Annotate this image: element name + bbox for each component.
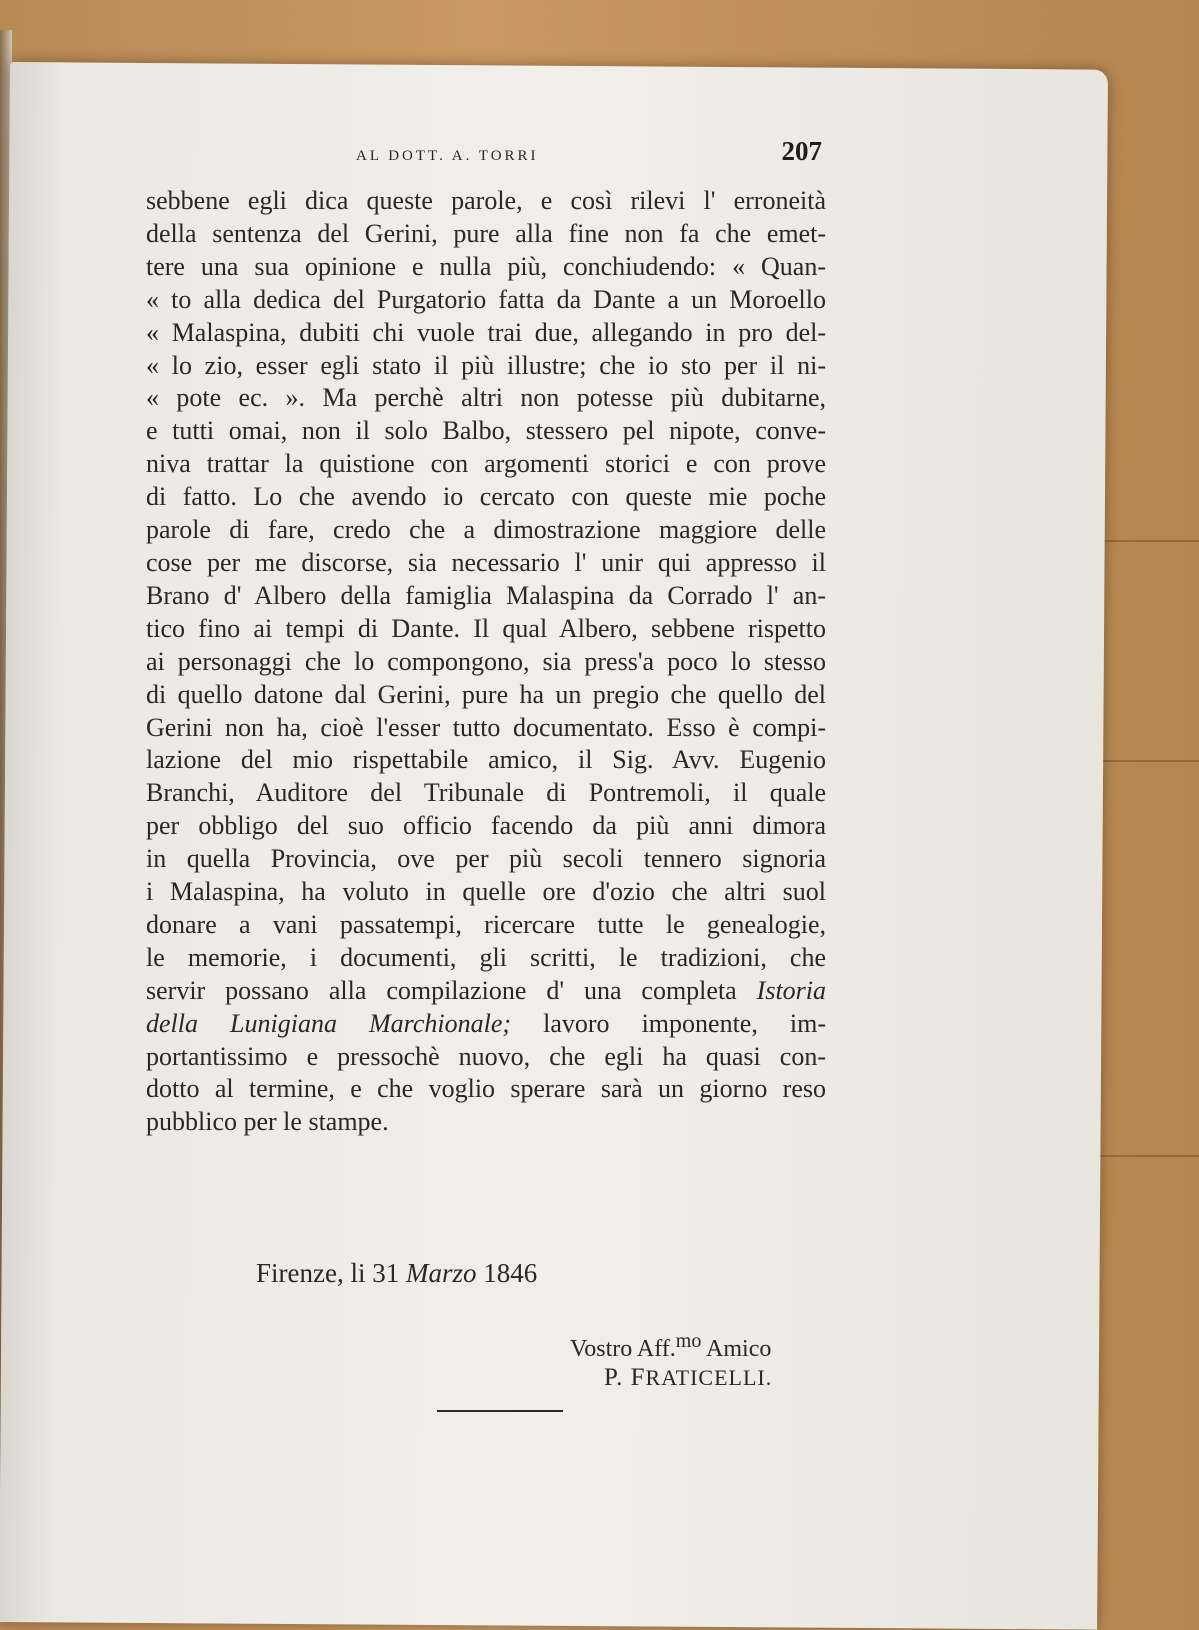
date-month: Marzo <box>405 1258 477 1288</box>
text-line: niva trattar la quistione con argomenti storici e con prove <box>146 449 826 479</box>
dateline <box>256 1258 537 1289</box>
italic-title: della Lunigiana Marchionale; <box>146 1008 512 1038</box>
text-line: di fatto. Lo che avendo io cercato con queste mie poche <box>146 482 826 512</box>
signature <box>604 1364 772 1392</box>
end-rule <box>437 1410 563 1412</box>
text-line: Brano d' Albero della famiglia Malaspina da Corrado l' an- <box>146 580 826 610</box>
text-line: ai personaggi che lo compongono, sia press'a poco lo stesso <box>146 646 826 676</box>
italic-title: Istoria <box>756 975 827 1005</box>
text-line: « to alla dedica del Purgatorio fatta da Dante a un Moroello <box>146 284 826 314</box>
text-line: tico fino ai tempi di Dante. Il qual Albero, sebbene rispetto <box>146 613 826 643</box>
text-line: i Malaspina, ha voluto in quelle ore d'ozio che altri suol <box>146 877 826 907</box>
closing-suffix: Amico <box>706 1336 772 1362</box>
text-segment: lavoro imponente, im- <box>543 1008 826 1038</box>
text-segment: servir possano alla compilazione d' una completa <box>146 975 737 1005</box>
text-line: di quello datone dal Gerini, pure ha un pregio che quello del <box>146 679 826 709</box>
text-line: Branchi, Auditore del Tribunale di Pontremoli, il quale <box>146 778 826 808</box>
text-line: Gerini non ha, cioè l'esser tutto documentato. Esso è compi- <box>146 712 826 742</box>
text-line: portantissimo e pressochè nuovo, che egli ha quasi con- <box>146 1041 826 1071</box>
body-text <box>146 185 826 1139</box>
date-place: Firenze, li 31 <box>256 1258 400 1288</box>
running-title: AL DOTT. A. TORRI <box>356 148 539 164</box>
text-line: « lo zio, esser egli stato il più illustre; che io sto per il ni- <box>146 350 826 380</box>
text-line: « pote ec. ». Ma perchè altri non potesse più dubitarne, <box>146 383 826 413</box>
closing-superscript: mo <box>675 1330 702 1352</box>
text-line: dotto al termine, e che voglio sperare sarà un giorno reso <box>146 1074 826 1104</box>
signature-rest: RATICELLI. <box>645 1365 773 1390</box>
signature-initial: P. F <box>604 1364 646 1391</box>
text-line: donare a vani passatempi, ricercare tutte le genealogie, <box>146 909 826 939</box>
page-number: 207 <box>781 136 822 166</box>
closing-salutation <box>570 1330 771 1363</box>
text-line: e tutti omai, non il solo Balbo, stessero pel nipote, conve- <box>146 416 826 446</box>
text-line: le memorie, i documenti, gli scritti, le tradizioni, che <box>146 942 826 972</box>
text-line: cose per me discorse, sia necessario l' unir qui appresso il <box>146 547 826 577</box>
date-year: 1846 <box>483 1258 538 1288</box>
page-header <box>356 136 826 176</box>
text-line: della sentenza del Gerini, pure alla fine non fa che emet- <box>146 218 826 248</box>
text-line: per obbligo del suo officio facendo da più anni dimora <box>146 811 826 841</box>
text-line: in quella Provincia, ove per più secoli tennero signoria <box>146 844 826 874</box>
text-line <box>146 1008 826 1041</box>
text-line: tere una sua opinione e nulla più, conchiudendo: « Quan- <box>146 251 826 281</box>
text-line: sebbene egli dica queste parole, e così rilevi l' erroneità <box>146 186 826 215</box>
text-line <box>146 975 826 1008</box>
text-line: lazione del mio rispettabile amico, il Sig. Avv. Eugenio <box>146 745 826 775</box>
closing-prefix: Vostro Aff. <box>570 1336 676 1362</box>
text-line: pubblico per le stampe. <box>146 1107 389 1137</box>
text-line: « Malaspina, dubiti chi vuole trai due, allegando in pro del- <box>146 317 826 347</box>
text-line: parole di fare, credo che a dimostrazione maggiore delle <box>146 515 826 545</box>
